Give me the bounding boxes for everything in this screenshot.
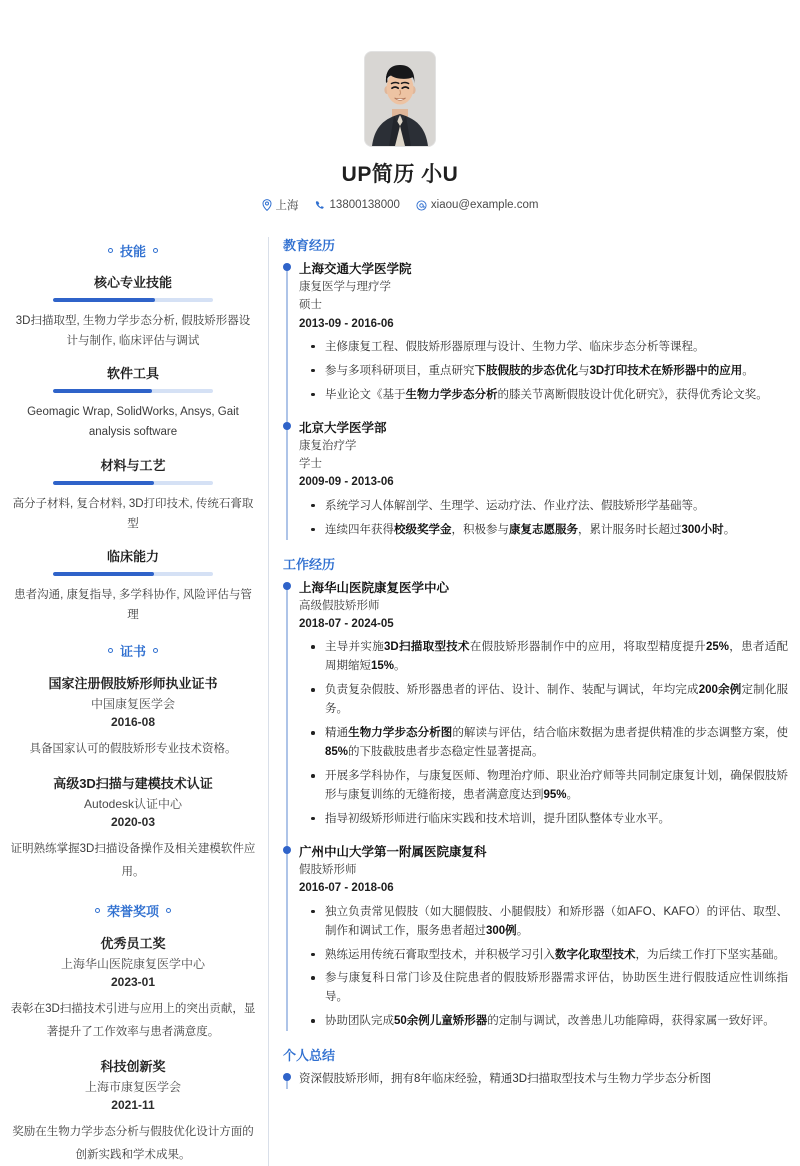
work-points — [299, 638, 788, 829]
main-right — [269, 235, 800, 1089]
bullet-point: 参与多项科研项目，重点研究下肢假肢的步态优化与3D打印技术在矫形器中的应用。 — [325, 362, 788, 381]
bullet-point: 毕业论文《基于生物力学步态分析的膝关节离断假肢设计优化研究》，获得优秀论文奖。 — [325, 386, 788, 405]
skill-bar-fill — [53, 389, 152, 393]
skill-desc: 患者沟通, 康复指导, 多学科协作, 风险评估与管理 — [14, 588, 252, 621]
resume-header — [0, 0, 800, 223]
work-role: 假肢矫形师 — [299, 864, 357, 877]
certificate-item — [8, 673, 258, 760]
contact-phone-text: 13800138000 — [329, 199, 400, 211]
skill-item — [8, 546, 258, 625]
ring-dot-icon — [108, 648, 113, 653]
certificate-date: 2020-03 — [110, 815, 156, 830]
education-degree: 硕士 — [299, 299, 322, 312]
skill-bar-fill — [53, 481, 154, 485]
work-org: 上海华山医院康复医学中心 — [299, 580, 450, 595]
section-header-education: 教育经历 — [283, 238, 336, 253]
skill-desc: 高分子材料, 复合材料, 3D打印技术, 传统石膏取型 — [12, 497, 254, 530]
skill-bar-track — [53, 298, 213, 302]
bullet-point: 系统学习人体解剖学、生理学、运动疗法、作业疗法、假肢矫形学基础等。 — [325, 497, 788, 516]
certificate-name: 高级3D扫描与建模技术认证 — [53, 776, 213, 792]
award-item — [8, 1056, 258, 1166]
work-entry — [299, 843, 788, 1031]
award-desc: 奖励在生物力学步态分析与假肢优化设计方面的创新实践和学术成果。 — [12, 1126, 254, 1161]
section-header-work: 工作经历 — [283, 556, 336, 572]
skill-item — [8, 455, 258, 534]
award-date: 2023-01 — [110, 975, 156, 990]
award-org: 上海华山医院康复医学中心 — [60, 957, 205, 972]
education-points — [299, 338, 788, 405]
skill-desc: Geomagic Wrap, SolidWorks, Ansys, Gait analysis software — [27, 406, 239, 439]
education-date: 2013-09 - 2016-06 — [299, 317, 394, 330]
bullet-point: 负责复杂假肢、矫形器患者的评估、设计、制作、装配与调试，年均完成200余例定制化服务。 — [325, 681, 788, 719]
work-date: 2018-07 - 2024-05 — [299, 617, 394, 630]
work-points — [299, 903, 788, 1032]
bullet-point: 精通生物力学步态分析图的解读与评估，结合临床数据为患者提供精准的步态调整方案，使85%的下肢截肢患者步态稳定性显著提高。 — [325, 724, 788, 762]
summary-text: 资深假肢矫形师，拥有8年临床经验，精通3D扫描取型技术与生物力学步态分析图 — [299, 1073, 712, 1086]
work-timeline — [283, 579, 788, 1032]
skill-bar-track — [53, 481, 213, 485]
sidebar-left — [0, 235, 268, 1166]
bullet-point: 协助团队完成50余例儿童矫形器的定制与调试，改善患儿功能障碍，获得家属一致好评。 — [325, 1012, 788, 1031]
education-major: 康复医学与理疗学 — [299, 281, 391, 294]
education-org: 北京大学医学部 — [299, 420, 387, 435]
skill-desc: 3D扫描取型, 生物力学步态分析, 假肢矫形器设计与制作, 临床评估与调试 — [15, 315, 251, 348]
work-role: 高级假肢矫形师 — [299, 599, 380, 612]
certificate-item — [8, 773, 258, 883]
skill-list — [8, 272, 258, 625]
skill-item — [8, 363, 258, 442]
section-header-summary: 个人总结 — [283, 1048, 336, 1064]
certificate-desc: 证明熟练掌握3D扫描设备操作及相关建模软件应用。 — [10, 843, 256, 878]
ring-dot-icon — [153, 648, 158, 653]
skill-name: 材料与工艺 — [100, 457, 166, 473]
skill-name: 软件工具 — [106, 366, 159, 382]
award-name: 优秀员工奖 — [100, 936, 166, 952]
section-header-awards — [8, 901, 258, 920]
education-org: 上海交通大学医学院 — [299, 262, 412, 276]
page-title: UP简历 小U — [341, 163, 459, 186]
phone-icon — [315, 200, 326, 211]
bullet-point: 独立负责常见假肢（如大腿假肢、小腿假肢）和矫形器（如AFO、KAFO）的评估、取型、制作和调试工作，服务患者超过300例。 — [325, 903, 788, 941]
certificate-list — [8, 673, 258, 883]
certificate-name: 国家注册假肢矫形师执业证书 — [48, 676, 218, 691]
section-work — [283, 554, 788, 1032]
bullet-point: 连续四年获得校级奖学金，积极参与康复志愿服务，累计服务时长超过300小时。 — [325, 521, 788, 540]
certificate-desc: 具备国家认可的假肢矫形专业技术资格。 — [29, 743, 237, 755]
bullet-point: 熟练运用传统石膏取型技术，并积极学习引入数字化取型技术，为后续工作打下坚实基础。 — [325, 946, 788, 965]
summary-timeline — [283, 1070, 788, 1089]
education-points — [299, 497, 788, 540]
section-header-certificates — [8, 641, 258, 660]
work-org: 广州中山大学第一附属医院康复科 — [299, 844, 487, 859]
education-degree: 学士 — [299, 458, 322, 471]
summary-entry — [299, 1070, 788, 1089]
bullet-point: 主修康复工程、假肢矫形器原理与设计、生物力学、临床步态分析等课程。 — [325, 338, 788, 357]
ring-dot-icon — [95, 908, 100, 913]
ring-dot-icon — [153, 248, 158, 253]
award-list — [8, 933, 258, 1166]
education-entry — [299, 260, 788, 419]
education-date: 2009-09 - 2013-06 — [299, 476, 394, 489]
avatar — [365, 52, 435, 146]
section-header-certificates-label: 证书 — [119, 644, 146, 659]
certificate-org: Autodesk认证中心 — [83, 797, 183, 812]
contact-phone — [315, 199, 400, 211]
award-item — [8, 933, 258, 1043]
skill-bar-track — [53, 572, 213, 576]
section-header-skills-label: 技能 — [119, 244, 146, 259]
bullet-point: 参与康复科日常门诊及住院患者的假肢矫形器需求评估，协助医生进行假肢适应性训练指导。 — [325, 969, 788, 1007]
skill-bar-fill — [53, 572, 154, 576]
skill-name: 临床能力 — [106, 548, 159, 564]
contact-bar — [0, 197, 800, 213]
education-timeline — [283, 260, 788, 540]
skill-name: 核心专业技能 — [93, 275, 172, 290]
resume-body — [0, 223, 800, 1166]
award-date: 2021-11 — [111, 1098, 155, 1113]
ring-dot-icon — [166, 908, 171, 913]
bullet-point: 主导并实施3D扫描取型技术在假肢矫形器制作中的应用，将取型精度提升25%，患者适配周期缩短15%。 — [325, 638, 788, 676]
skill-item — [8, 272, 258, 351]
education-major: 康复治疗学 — [299, 439, 357, 452]
certificate-date: 2016-08 — [110, 715, 156, 729]
certificate-org: 中国康复医学会 — [90, 697, 175, 711]
section-education — [283, 235, 788, 540]
ring-dot-icon — [108, 248, 113, 253]
award-org: 上海市康复医学会 — [84, 1080, 181, 1095]
contact-email — [416, 199, 539, 211]
education-entry — [299, 419, 788, 540]
award-desc: 表彰在3D扫描技术引进与应用上的突出贡献，显著提升了工作效率与患者满意度。 — [10, 1003, 256, 1038]
section-summary — [283, 1045, 788, 1089]
location-pin-icon — [262, 199, 272, 211]
contact-location-text: 上海 — [275, 200, 299, 212]
section-header-skills — [8, 241, 258, 260]
section-header-awards-label: 荣誉奖项 — [106, 904, 159, 920]
bullet-point: 指导初级矫形师进行临床实践和技术培训，提升团队整体专业水平。 — [325, 810, 788, 829]
contact-email-text: xiaou@example.com — [430, 199, 539, 211]
work-date: 2016-07 - 2018-06 — [299, 882, 394, 895]
bullet-point: 开展多学科协作，与康复医师、物理治疗师、职业治疗师等共同制定康复计划，确保假肢矫形与康复训练的无缝衔接，患者满意度达到95%。 — [325, 767, 788, 805]
skill-bar-fill — [53, 298, 155, 302]
skill-bar-track — [53, 389, 213, 393]
contact-location — [262, 197, 299, 213]
email-at-icon — [416, 200, 427, 211]
work-entry — [299, 579, 788, 843]
award-name: 科技创新奖 — [100, 1059, 166, 1075]
